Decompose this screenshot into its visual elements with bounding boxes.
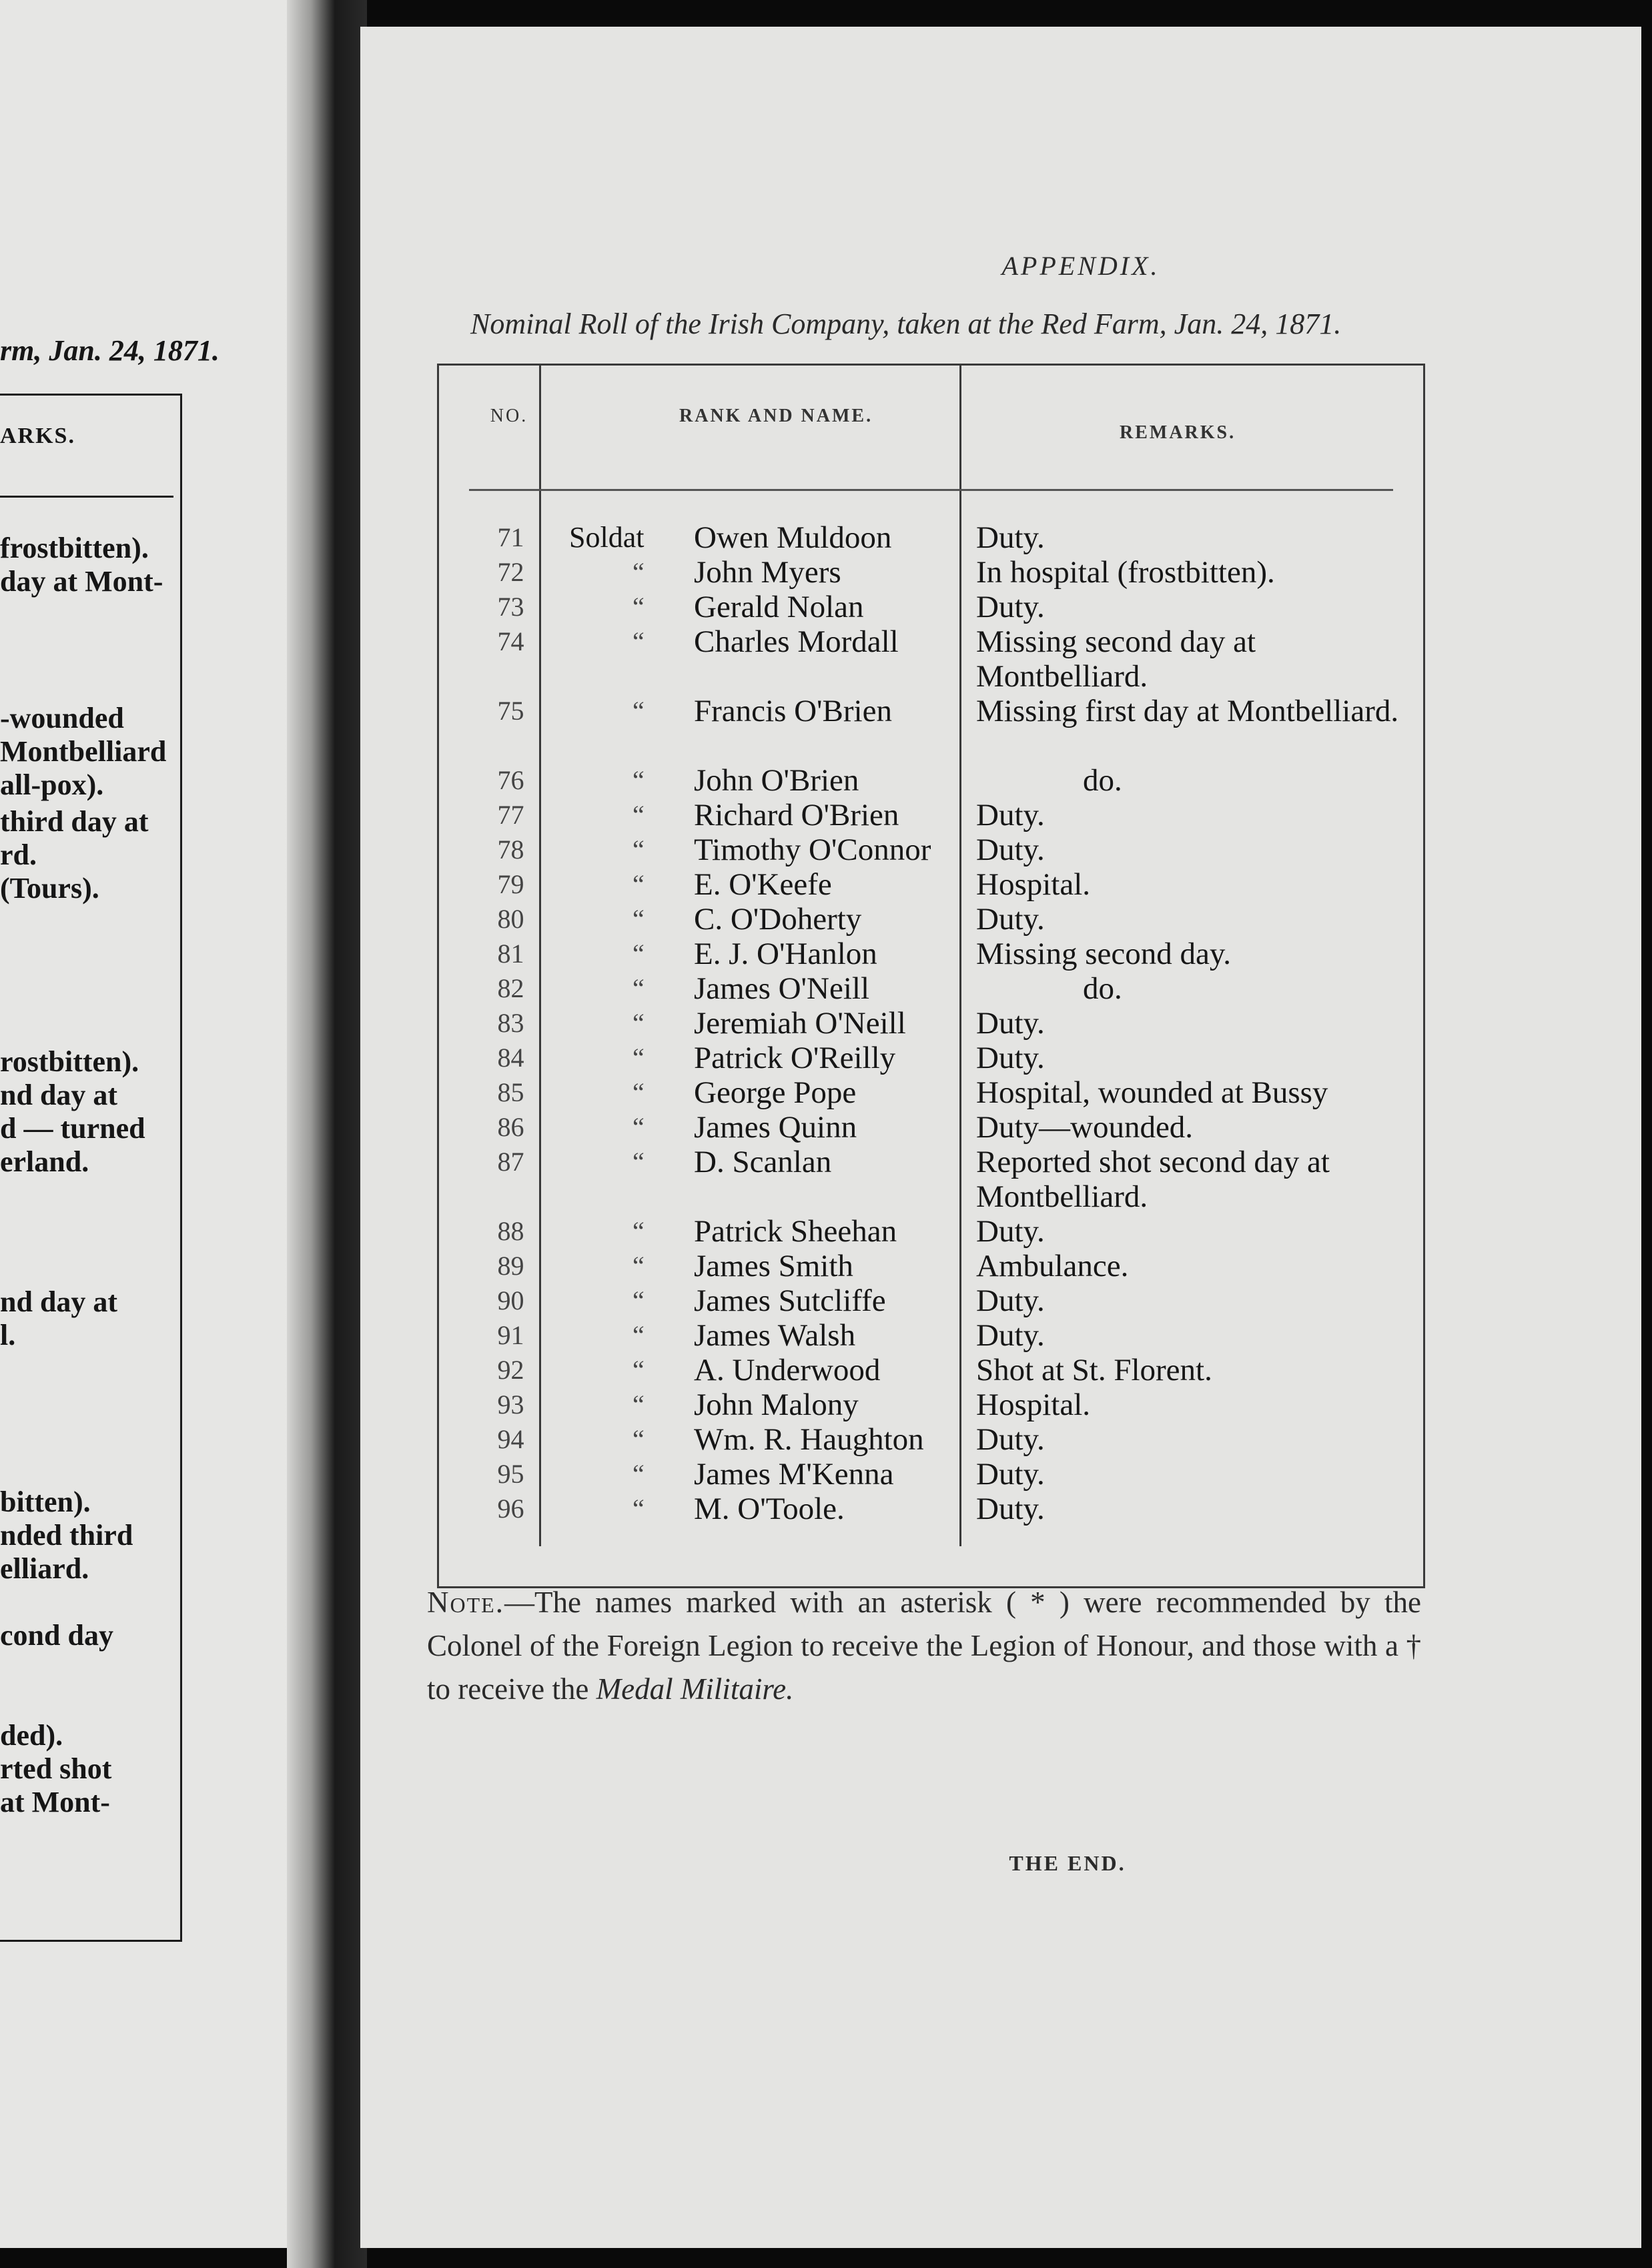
row-number: 88: [497, 1216, 524, 1246]
table-row: [439, 624, 1423, 694]
row-remark: Duty.: [976, 1214, 1045, 1249]
row-rank: “: [633, 1320, 645, 1350]
row-name: Charles Mordall: [694, 624, 899, 659]
table-row: [439, 1457, 1423, 1492]
table-row: [439, 1387, 1423, 1422]
row-name: Jeremiah O'Neill: [694, 1006, 906, 1041]
left-page-column-header: ARKS.: [0, 424, 75, 448]
book-gutter: [287, 0, 367, 2268]
table-row: [439, 555, 1423, 590]
left-page-line: rostbitten).: [0, 1045, 139, 1078]
table-row: [439, 1145, 1423, 1214]
row-remark: Duty.: [976, 1041, 1045, 1075]
row-number: 76: [497, 765, 524, 795]
table-caption: Nominal Roll of the Irish Company, taken at the Red Farm, Jan. 24, 1871.: [470, 308, 1342, 340]
footnote: [427, 1581, 1421, 1711]
left-page-line: day at Mont-: [0, 565, 163, 598]
table-row: [439, 763, 1423, 798]
table-row: [439, 937, 1423, 971]
row-name: James Smith: [694, 1249, 853, 1283]
header-rule: [469, 489, 1393, 491]
row-name: Patrick Sheehan: [694, 1214, 897, 1249]
row-rank: “: [633, 1389, 645, 1420]
row-number: 75: [497, 696, 524, 726]
row-rank: “: [633, 1043, 645, 1073]
row-rank: “: [633, 939, 645, 969]
row-remark: Duty.: [976, 520, 1045, 555]
row-remark: Duty.: [976, 1006, 1045, 1041]
row-number: 83: [497, 1008, 524, 1038]
row-remark: Hospital, wounded at Bussy: [976, 1075, 1328, 1110]
table-row: [439, 971, 1423, 1006]
row-number: 74: [497, 626, 524, 656]
row-number: 91: [497, 1320, 524, 1350]
row-remark: In hospital (frostbitten).: [976, 555, 1275, 590]
row-number: 95: [497, 1459, 524, 1489]
row-number: 87: [497, 1147, 524, 1177]
left-page-line: frostbitten).: [0, 532, 149, 564]
row-rank: “: [633, 1355, 645, 1385]
table-row: [439, 1249, 1423, 1283]
table-row: [439, 1110, 1423, 1145]
nominal-roll-table: [437, 364, 1425, 1588]
row-remark: do.: [1083, 763, 1122, 798]
row-rank: “: [633, 1285, 645, 1315]
row-name: Gerald Nolan: [694, 590, 864, 624]
row-remark: Duty.: [976, 832, 1045, 867]
table-row: [439, 694, 1423, 763]
table-row: [439, 832, 1423, 867]
row-name: James Walsh: [694, 1318, 856, 1353]
table-row: [439, 590, 1423, 624]
table-row: [439, 1422, 1423, 1457]
row-number: 89: [497, 1251, 524, 1281]
row-name: Francis O'Brien: [694, 694, 892, 728]
row-name: James O'Neill: [694, 971, 869, 1006]
row-rank: “: [633, 1077, 645, 1107]
row-remark: Duty.: [976, 1318, 1045, 1353]
row-remark: Duty.: [976, 1457, 1045, 1492]
row-remark: Missing first day at Montbelliard.: [976, 694, 1399, 728]
row-rank: “: [633, 1112, 645, 1142]
row-number: 80: [497, 904, 524, 934]
left-page-line: bitten).: [0, 1486, 91, 1518]
row-name: Wm. R. Haughton: [694, 1422, 924, 1457]
row-rank: “: [633, 557, 645, 587]
row-rank: Soldat: [569, 521, 645, 554]
row-name: John Myers: [694, 555, 841, 590]
row-rank: “: [633, 800, 645, 830]
left-page-line: rted shot: [0, 1752, 112, 1785]
left-page-line: cond day: [0, 1619, 113, 1652]
row-number: 93: [497, 1389, 524, 1420]
left-page-line: d — turned: [0, 1112, 145, 1145]
row-remark: Reported shot second day at Montbelliard.: [976, 1145, 1330, 1214]
row-rank: “: [633, 696, 645, 726]
left-page-line: at Mont-: [0, 1786, 110, 1818]
row-remark: Duty.: [976, 1283, 1045, 1318]
left-page-line: Montbelliard: [0, 735, 167, 768]
appendix-page: [360, 27, 1641, 2248]
left-page-line: erland.: [0, 1145, 89, 1178]
left-page-header-rule: [0, 496, 173, 498]
table-row: [439, 1492, 1423, 1526]
row-name: Owen Muldoon: [694, 520, 892, 555]
row-name: D. Scanlan: [694, 1145, 832, 1179]
row-rank: “: [633, 1147, 645, 1177]
row-remark: Duty.: [976, 798, 1045, 832]
left-page-line: nded third: [0, 1519, 133, 1552]
left-page-caption: rm, Jan. 24, 1871.: [0, 334, 220, 367]
note-italic-text: Medal Militaire.: [596, 1672, 794, 1706]
table-row: [439, 1353, 1423, 1387]
row-rank: “: [633, 869, 645, 899]
row-number: 94: [497, 1424, 524, 1454]
row-name: C. O'Doherty: [694, 902, 862, 937]
row-rank: “: [633, 592, 645, 622]
left-page-line: third day at: [0, 805, 149, 838]
column-header-rank-and-name: RANK AND NAME.: [679, 406, 873, 426]
table-row: [439, 1214, 1423, 1249]
row-number: 73: [497, 592, 524, 622]
row-name: M. O'Toole.: [694, 1492, 845, 1526]
row-name: Timothy O'Connor: [694, 832, 931, 867]
table-row: [439, 902, 1423, 937]
row-number: 84: [497, 1043, 524, 1073]
row-rank: “: [633, 626, 645, 656]
row-remark: Hospital.: [976, 1387, 1091, 1422]
row-remark: Duty.: [976, 1492, 1045, 1526]
row-rank: “: [633, 1251, 645, 1281]
row-name: Patrick O'Reilly: [694, 1041, 896, 1075]
row-name: James M'Kenna: [694, 1457, 894, 1492]
row-rank: “: [633, 765, 645, 795]
left-page-line: -wounded: [0, 702, 124, 734]
row-name: E. O'Keefe: [694, 867, 832, 902]
table-row: [439, 1041, 1423, 1075]
left-page-line: all-pox).: [0, 768, 104, 801]
left-page-line: nd day at: [0, 1079, 118, 1111]
row-rank: “: [633, 834, 645, 865]
column-header-remarks: REMARKS.: [1120, 422, 1236, 443]
row-number: 71: [497, 522, 524, 552]
table-row: [439, 798, 1423, 832]
row-remark: Duty—wounded.: [976, 1110, 1194, 1145]
row-number: 90: [497, 1285, 524, 1315]
row-name: A. Underwood: [694, 1353, 881, 1387]
row-remark: Ambulance.: [976, 1249, 1129, 1283]
table-row: [439, 867, 1423, 902]
row-name: James Sutcliffe: [694, 1283, 886, 1318]
row-name: E. J. O'Hanlon: [694, 937, 877, 971]
row-number: 81: [497, 939, 524, 969]
row-remark: do.: [1083, 971, 1122, 1006]
page-header: APPENDIX.: [1001, 251, 1160, 281]
row-number: 96: [497, 1494, 524, 1524]
the-end-label: THE END.: [1009, 1851, 1126, 1875]
table-row: [439, 520, 1423, 555]
row-name: Richard O'Brien: [694, 798, 899, 832]
table-body: [439, 520, 1423, 1526]
row-number: 78: [497, 834, 524, 865]
row-number: 77: [497, 800, 524, 830]
row-number: 86: [497, 1112, 524, 1142]
row-remark: Duty.: [976, 1422, 1045, 1457]
row-rank: “: [633, 973, 645, 1003]
column-header-no: NO.: [490, 406, 528, 426]
row-rank: “: [633, 904, 645, 934]
row-name: James Quinn: [694, 1110, 857, 1145]
row-number: 92: [497, 1355, 524, 1385]
note-text: —The names marked with an asterisk ( * ) were recommended by the Colonel of the Foreign Legion to receive the Legion of Honour, and those with a † to receive the: [427, 1586, 1421, 1706]
row-rank: “: [633, 1216, 645, 1246]
row-remark: Shot at St. Florent.: [976, 1353, 1212, 1387]
row-name: John Malony: [694, 1387, 859, 1422]
row-rank: “: [633, 1494, 645, 1524]
table-row: [439, 1006, 1423, 1041]
row-remark: Missing second day.: [976, 937, 1232, 971]
row-number: 79: [497, 869, 524, 899]
row-number: 85: [497, 1077, 524, 1107]
row-rank: “: [633, 1008, 645, 1038]
row-name: John O'Brien: [694, 763, 859, 798]
row-rank: “: [633, 1424, 645, 1454]
row-remark: Duty.: [976, 590, 1045, 624]
left-page-line: ded).: [0, 1719, 63, 1752]
row-number: 72: [497, 557, 524, 587]
row-remark: Duty.: [976, 902, 1045, 937]
left-page-line: (Tours).: [0, 872, 99, 905]
row-name: George Pope: [694, 1075, 857, 1110]
table-row: [439, 1283, 1423, 1318]
row-remark: Missing second day at Montbelliard.: [976, 624, 1256, 694]
note-lead: Note.: [427, 1586, 504, 1619]
row-number: 82: [497, 973, 524, 1003]
left-page-line: elliard.: [0, 1552, 89, 1585]
left-page-line: nd day at: [0, 1285, 118, 1318]
left-page-line: l.: [0, 1319, 16, 1351]
table-row: [439, 1318, 1423, 1353]
table-row: [439, 1075, 1423, 1110]
row-remark: Hospital.: [976, 867, 1091, 902]
left-page-line: rd.: [0, 838, 37, 871]
row-rank: “: [633, 1459, 645, 1489]
